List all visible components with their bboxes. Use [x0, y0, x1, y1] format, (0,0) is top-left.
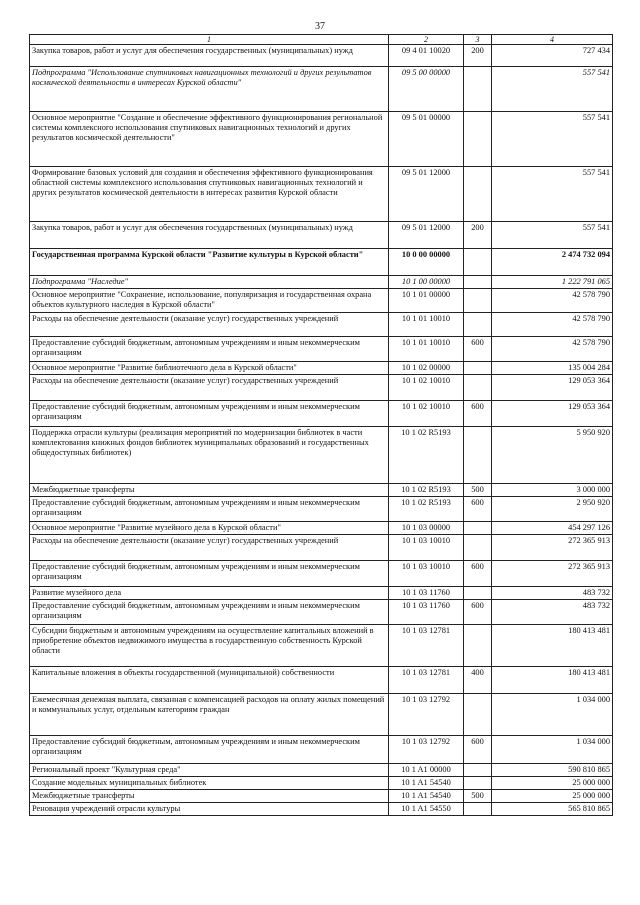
- item-name-cell: Ежемесячная денежная выплата, связанная с компенсацией расходов на оплату жилых помещений и коммунальных услуг, отдельным категориям граждан: [30, 694, 389, 736]
- amount-cell: 557 541: [492, 112, 613, 167]
- table-row: [30, 790, 613, 803]
- item-name-cell: Подпрограмма "Наследие": [30, 276, 389, 289]
- amount-cell: 180 413 481: [492, 625, 613, 667]
- expense-type-cell: 200: [464, 45, 492, 67]
- expense-type-cell: 200: [464, 222, 492, 249]
- column-number-1: 1: [30, 35, 389, 45]
- target-code-cell: 10 1 02 R5193: [389, 497, 464, 522]
- item-name-cell: Развитие музейного дела: [30, 587, 389, 600]
- target-code-cell: 09 5 01 12000: [389, 167, 464, 222]
- amount-cell: 42 578 790: [492, 289, 613, 313]
- expense-type-cell: [464, 276, 492, 289]
- table-row: [30, 375, 613, 401]
- expense-type-cell: [464, 313, 492, 337]
- target-code-cell: 10 1 01 00000: [389, 289, 464, 313]
- expense-type-cell: [464, 67, 492, 112]
- amount-cell: 565 810 865: [492, 803, 613, 816]
- target-code-cell: 10 1 01 10010: [389, 337, 464, 362]
- target-code-cell: 10 0 00 00000: [389, 249, 464, 276]
- item-name-cell: Подпрограмма "Использование спутниковых навигационных технологий и других результатов космической деятельности в интересах Курской области": [30, 67, 389, 112]
- target-code-cell: 10 1 02 R5193: [389, 484, 464, 497]
- expense-type-cell: 600: [464, 401, 492, 427]
- expense-type-cell: [464, 777, 492, 790]
- item-name-cell: Расходы на обеспечение деятельности (оказание услуг) государственных учреждений: [30, 535, 389, 561]
- expense-type-cell: [464, 362, 492, 375]
- item-name-cell: Основное мероприятие "Создание и обеспечение эффективного функционирования региональной системы комплексного использования спутниковых навигационных технологий и других результатов космической деятельности": [30, 112, 389, 167]
- table-row: [30, 67, 613, 112]
- expense-type-cell: [464, 167, 492, 222]
- table-row: [30, 249, 613, 276]
- target-code-cell: 09 5 00 00000: [389, 67, 464, 112]
- amount-cell: 272 365 913: [492, 535, 613, 561]
- item-name-cell: Государственная программа Курской области "Развитие культуры в Курской области": [30, 249, 389, 276]
- target-code-cell: 10 1 02 00000: [389, 362, 464, 375]
- column-number-2: 2: [389, 35, 464, 45]
- amount-cell: 180 413 481: [492, 667, 613, 694]
- expense-type-cell: 600: [464, 736, 492, 764]
- amount-cell: 42 578 790: [492, 313, 613, 337]
- table-row: [30, 694, 613, 736]
- item-name-cell: Региональный проект "Культурная среда": [30, 764, 389, 777]
- item-name-cell: Субсидии бюджетным и автономным учреждениям на осуществление капитальных вложений в приобретение объектов недвижимого имущества в государственную собственность Курской области: [30, 625, 389, 667]
- expense-type-cell: [464, 803, 492, 816]
- budget-table-body: [30, 35, 613, 816]
- target-code-cell: 10 1 03 11760: [389, 600, 464, 625]
- target-code-cell: 10 1 01 10010: [389, 313, 464, 337]
- amount-cell: 42 578 790: [492, 337, 613, 362]
- amount-cell: 483 732: [492, 587, 613, 600]
- amount-cell: 557 541: [492, 167, 613, 222]
- amount-cell: 2 950 920: [492, 497, 613, 522]
- item-name-cell: Поддержка отрасли культуры (реализация мероприятий по модернизации библиотек в части комплектования книжных фондов библиотек муниципальных образований и государственных общедоступных библиотек): [30, 427, 389, 484]
- column-number-3: 3: [464, 35, 492, 45]
- budget-table: [29, 34, 613, 816]
- item-name-cell: Основное мероприятие "Развитие музейного дела в Курской области": [30, 522, 389, 535]
- amount-cell: 272 365 913: [492, 561, 613, 587]
- expense-type-cell: 500: [464, 790, 492, 803]
- expense-type-cell: 600: [464, 497, 492, 522]
- item-name-cell: Предоставление субсидий бюджетным, автономным учреждениям и иным некоммерческим организациям: [30, 497, 389, 522]
- amount-cell: 483 732: [492, 600, 613, 625]
- table-row: [30, 667, 613, 694]
- expense-type-cell: [464, 625, 492, 667]
- column-number-row: [30, 35, 613, 45]
- amount-cell: 3 000 000: [492, 484, 613, 497]
- target-code-cell: 10 1 02 10010: [389, 401, 464, 427]
- target-code-cell: 10 1 03 10010: [389, 561, 464, 587]
- table-row: [30, 625, 613, 667]
- table-row: [30, 427, 613, 484]
- amount-cell: 590 810 865: [492, 764, 613, 777]
- table-row: [30, 587, 613, 600]
- table-row: [30, 561, 613, 587]
- target-code-cell: 10 1 03 11760: [389, 587, 464, 600]
- target-code-cell: 09 4 01 10020: [389, 45, 464, 67]
- column-number-4: 4: [492, 35, 613, 45]
- table-row: [30, 112, 613, 167]
- expense-type-cell: 500: [464, 484, 492, 497]
- item-name-cell: Предоставление субсидий бюджетным, автономным учреждениям и иным некоммерческим организациям: [30, 736, 389, 764]
- expense-type-cell: [464, 289, 492, 313]
- table-row: [30, 803, 613, 816]
- table-row: [30, 45, 613, 67]
- item-name-cell: Формирование базовых условий для создания и обеспечения эффективного функционирования областной системы комплексного использования спутниковых навигационных технологий и других результатов космической деятельности в интересах развития Курской области: [30, 167, 389, 222]
- target-code-cell: 10 1 00 00000: [389, 276, 464, 289]
- target-code-cell: 09 5 01 00000: [389, 112, 464, 167]
- target-code-cell: 10 1 03 12792: [389, 694, 464, 736]
- amount-cell: 129 053 364: [492, 401, 613, 427]
- expense-type-cell: [464, 375, 492, 401]
- page-number: 37: [315, 21, 325, 32]
- item-name-cell: Закупка товаров, работ и услуг для обеспечения государственных (муниципальных) нужд: [30, 45, 389, 67]
- table-row: [30, 276, 613, 289]
- item-name-cell: Предоставление субсидий бюджетным, автономным учреждениям и иным некоммерческим организациям: [30, 401, 389, 427]
- expense-type-cell: [464, 587, 492, 600]
- target-code-cell: 09 5 01 12000: [389, 222, 464, 249]
- table-row: [30, 600, 613, 625]
- table-row: [30, 289, 613, 313]
- amount-cell: 2 474 732 094: [492, 249, 613, 276]
- amount-cell: 557 541: [492, 222, 613, 249]
- amount-cell: 25 000 000: [492, 790, 613, 803]
- expense-type-cell: 600: [464, 600, 492, 625]
- item-name-cell: Основное мероприятие "Сохранение, использование, популяризация и государственная охрана объектов культурного наследия в Курской области": [30, 289, 389, 313]
- target-code-cell: 10 1 A1 54540: [389, 777, 464, 790]
- expense-type-cell: [464, 535, 492, 561]
- amount-cell: 1 222 791 065: [492, 276, 613, 289]
- expense-type-cell: 400: [464, 667, 492, 694]
- item-name-cell: Создание модельных муниципальных библиотек: [30, 777, 389, 790]
- table-row: [30, 777, 613, 790]
- table-row: [30, 484, 613, 497]
- target-code-cell: 10 1 03 12781: [389, 625, 464, 667]
- table-row: [30, 522, 613, 535]
- item-name-cell: Основное мероприятие "Развитие библиотечного дела в Курской области": [30, 362, 389, 375]
- target-code-cell: 10 1 A1 54540: [389, 790, 464, 803]
- amount-cell: 5 950 920: [492, 427, 613, 484]
- item-name-cell: Межбюджетные трансферты: [30, 484, 389, 497]
- table-row: [30, 535, 613, 561]
- expense-type-cell: 600: [464, 337, 492, 362]
- amount-cell: 25 000 000: [492, 777, 613, 790]
- target-code-cell: 10 1 A1 54550: [389, 803, 464, 816]
- item-name-cell: Предоставление субсидий бюджетным, автономным учреждениям и иным некоммерческим организациям: [30, 561, 389, 587]
- amount-cell: 727 434: [492, 45, 613, 67]
- expense-type-cell: 600: [464, 561, 492, 587]
- target-code-cell: 10 1 03 12792: [389, 736, 464, 764]
- item-name-cell: Предоставление субсидий бюджетным, автономным учреждениям и иным некоммерческим организациям: [30, 337, 389, 362]
- table-row: [30, 313, 613, 337]
- item-name-cell: Предоставление субсидий бюджетным, автономным учреждениям и иным некоммерческим организациям: [30, 600, 389, 625]
- table-row: [30, 764, 613, 777]
- item-name-cell: Расходы на обеспечение деятельности (оказание услуг) государственных учреждений: [30, 375, 389, 401]
- item-name-cell: Реновация учреждений отрасли культуры: [30, 803, 389, 816]
- table-row: [30, 736, 613, 764]
- table-row: [30, 401, 613, 427]
- target-code-cell: 10 1 03 10010: [389, 535, 464, 561]
- amount-cell: 557 541: [492, 67, 613, 112]
- item-name-cell: Расходы на обеспечение деятельности (оказание услуг) государственных учреждений: [30, 313, 389, 337]
- expense-type-cell: [464, 427, 492, 484]
- expense-type-cell: [464, 764, 492, 777]
- amount-cell: 135 004 284: [492, 362, 613, 375]
- expense-type-cell: [464, 112, 492, 167]
- amount-cell: 454 297 126: [492, 522, 613, 535]
- table-row: [30, 167, 613, 222]
- target-code-cell: 10 1 02 R5193: [389, 427, 464, 484]
- item-name-cell: Закупка товаров, работ и услуг для обеспечения государственных (муниципальных) нужд: [30, 222, 389, 249]
- table-row: [30, 337, 613, 362]
- table-row: [30, 497, 613, 522]
- target-code-cell: 10 1 02 10010: [389, 375, 464, 401]
- table-row: [30, 222, 613, 249]
- expense-type-cell: [464, 522, 492, 535]
- amount-cell: 129 053 364: [492, 375, 613, 401]
- item-name-cell: Капитальные вложения в объекты государственной (муниципальной) собственности: [30, 667, 389, 694]
- expense-type-cell: [464, 694, 492, 736]
- amount-cell: 1 034 000: [492, 736, 613, 764]
- target-code-cell: 10 1 03 12781: [389, 667, 464, 694]
- target-code-cell: 10 1 03 00000: [389, 522, 464, 535]
- item-name-cell: Межбюджетные трансферты: [30, 790, 389, 803]
- table-row: [30, 362, 613, 375]
- amount-cell: 1 034 000: [492, 694, 613, 736]
- target-code-cell: 10 1 A1 00000: [389, 764, 464, 777]
- expense-type-cell: [464, 249, 492, 276]
